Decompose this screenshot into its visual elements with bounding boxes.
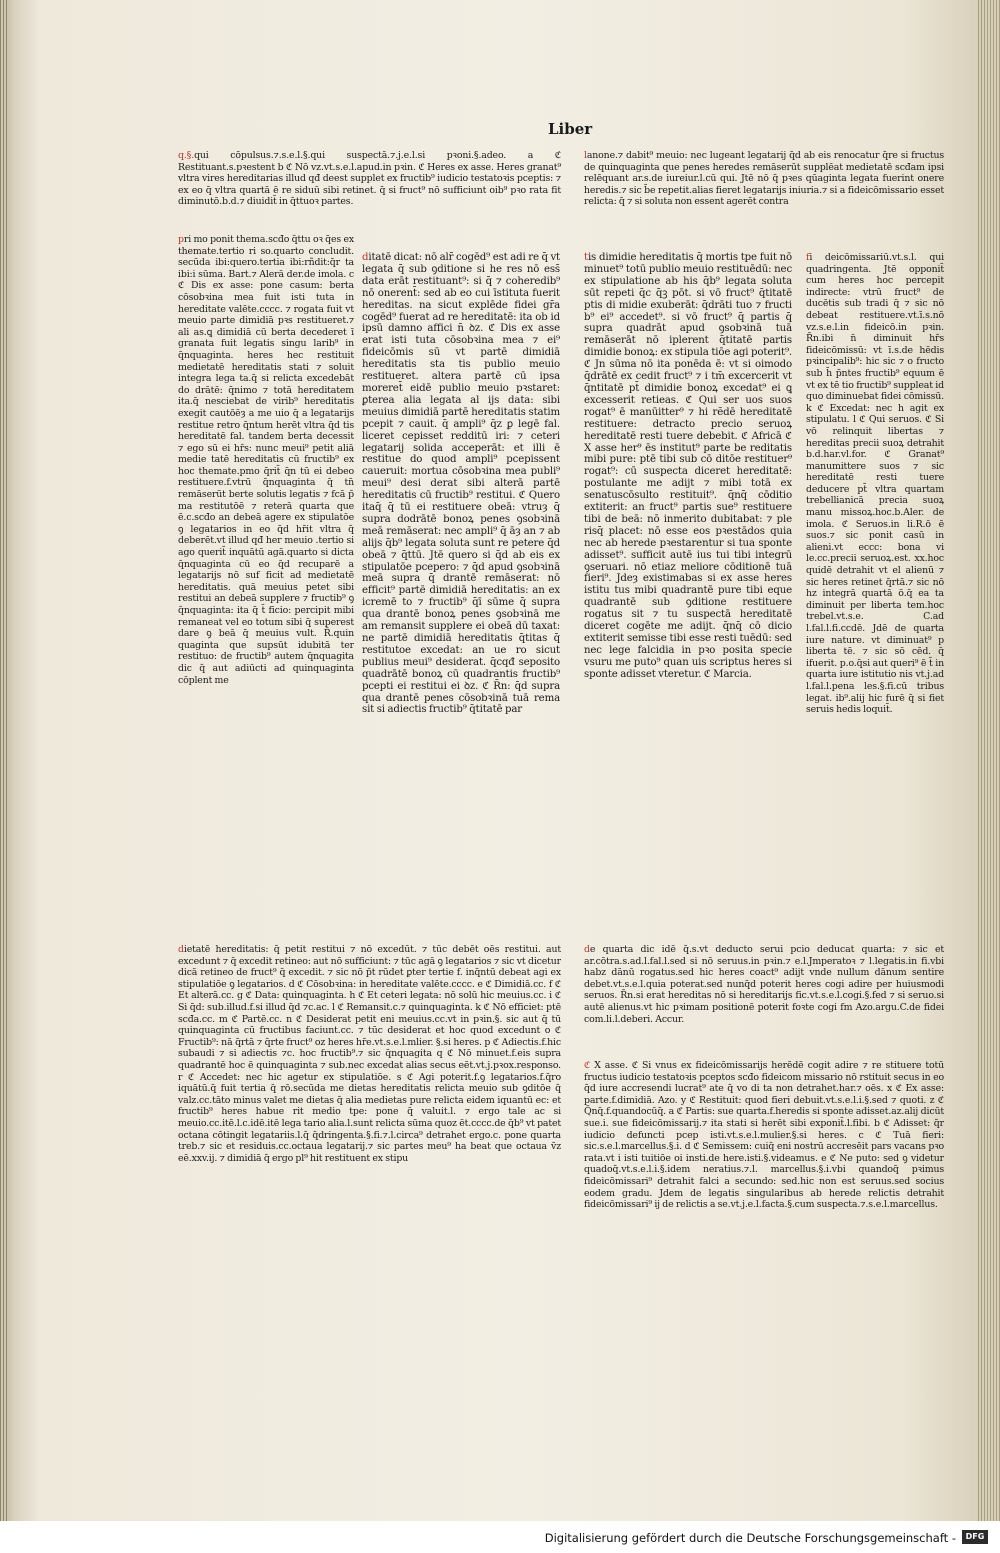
main-text-column-b: tis dimidie hereditatis q̄ mortis tpe fuit nō minuet⁹ totū publio meuio restituēdū: nec ex stipulatione ab his q̄b⁹ legata soluta sūt repeti q̄c q̄ꝫ pōt. si vō fruct⁹ q̄titatē ptis di midie exuberāt: q̄drāti tuo ⁊ fructi b⁹ ei⁹ accedet⁹. si vō fruct⁹ q̄ partis q̄ supra quadrāt apud ꝯsobꝛinā tuā remāserāt nō iplerent q̄titatē partis dimidie bonoꝝ: ex stipula tiōe agi poterit⁹. ℭ Jn sūma nō ita ponēda ē: vt si oimodo q̄drātē ex cedit fruct⁹ ⁊ i tm̄ excercerit vt q̄ntitatē pt̄ dimidie bonoꝝ excedat⁹ ei ꝗ excesserit retieas. ℭ Qui ser uos suos rogat⁹ ē manūitter⁹ ⁊ hi rẽdē hereditatē restituere: detracto precio seruoꝝ hereditatē resti tuere debebit. ℭ Africā ℭ X asse her⁹ ēs institut⁹ parte be reditatis mibi pure: ptē tibi sub cō ditōe restituer⁹ rogat⁹: cū suspecta diceret hereditatē: postulante me adijt ⁊ mibi totā ex senatuscōsulto restituit⁹. q̄nq̄ cōditio extiterit: an fruct⁹ partis sue⁹ restituere tibi de beā: nō inmerito dubitabat: ⁊ ple risq̄ placet: nō esse eos pꝛestādos quia nec ab herede pꝛestarentur si tua sponte adisset⁹. sufficit autē ius tui tibi integrū ꝯseruari. nō etiaz meliore cōditionē tuā fieri⁹. Jdeȝ existimabas si ex asse heres istitu tus mibi quadrantē pure tibi eque quadrantē sub ꝯditione restituere rogatus sit ⁊ tu suspectā hereditatē diceret cogēte me adijt. q̄nq̄ cō dicio extiterit semisse tibi esse resti tuēdū: sed nec lege falcidia in pꝛo posita specie vsuru me puto⁹ quan uis scriptus heres si sponte adisset vteretur. ℭ Marcia.	[584, 252, 792, 680]
gloss-left-column: pri mo ponit thema.scđo q̄ttu oꝛ q̄es ex themate.tertio ri so.quarto concludit. secūda ibi:quero.tertia ibi:rñdit:q̄r ta ibi:i sūma. Bart.⁊ Alerā der.de imola. c ℭ Dis ex asse: pone casum: berta cōsobꝛina mea fuit isti tuta in hereditate valēte.cccc. ⁊ rogata fuit vt meuio parte dimidiā pꝛs restitueret.⁊ ali as.ꝗ dimidiā cū berta decederet ī granata fuit legatis singu larib⁹ in q̄nquaginta. heres hec restituit medietatē hereditatis stati ⁊ soluit integra lega ta.q̄ si relicta excedebāt do drātē: q̄nimo ⁊ totā hereditatem ita.q̄ nesciebat de virib⁹ hereditatis exegit cautōēȝ a me uio q̄ a legatarijs restitue retro q̄ntum herēt vltra q̄d tis hereditatē fal. tandem berta decessit ⁊ ego sū ei hr̄s: nunc meui⁹ petit aliā medie tatē hereditatis cū fructib⁹ ex hoc themate.pmo q̄rit̄ q̄n tū ei debeo restituere.f.vtrū q̄nquaginta q̄ tn̄ remāserūt berte solutis legatis ⁊ fcā p̄ ma restitutōē ⁊ reterā quarta que ē.c.scđo an debeā agere ex stipulatōe ꝯ legatarios in eo q̄d hr̄it vltra q̄ deberēt.vt illud qđ her meuio .tertio si ago querit̄ inquātū agā.quarto si dicta q̄nquaginta cū eo q̄d recuparē a legatarijs nō suf ficit ad medietatē hereditatis. quā meuius petet sibi restitui an debeā supplere ⁊ fructib⁹ ꝯ q̄nquaginta: ita q̄ t̄ ficio: percipit mibi remaneat vel eo totum sibi q̄ superest dare ꝯ beā q̄ meuius vult. R̄.quin quaginta que supsūt idubitā ter restituo: de fructib⁹ autem q̄nquagita dic q̄ aut adiūcti ad quinquaginta cōplent me	[178, 234, 354, 686]
gloss-right-margin: fi deicōmissariū.vt.s.l. qui quadringenta. Jtē opponit̄ cum heres hoc percepit indirecte: vtrū fruct⁹ de ducētis sub tradi q̄ ⁊ sic nō debeat restituere.vt.ī.s.nō vz.s.e.l.in fideicō.in pꝛin. R̄n.ibi n̄ diminuit hr̄s fideicōmissū: vt ī.s.de hēdis pꝛincipalib⁹: hic sic ⁊ o fructo sub h̄ p̄ntes fructib⁹ equum ē vt ex tē tio fructib⁹ suppleat id quo diminuebat fidei cōmissū. k ℭ Excedat: nec h agit ex stipulatu. l ℭ Qui seruos. ℭ Si vō relinquit libertas ⁊ hereditas precii suoꝝ detrahit b.d.har.vl.for. ℭ Granat⁹ manumittere suos ⁊ sic hereditatē resti tuere deducere pt̄ vltra quartam trebellianicā precia suoꝝ manu missoꝝ.hoc.b.Aler. de imola. ℭ Seruos.in li.R.ō ē suos.⁊ sic ponit casū in alieni.vt eccc: bona vi le.cc.precii seruoꝝ.est. xx.hoc quidē detrahit vt el alienū ⁊ sic heres retinet q̄rtā.⁊ sic nō hz integrā quartā ō.q̄ ea ta diminuit per liberta tem.hoc trebel.vt.s.e. C.ad l.fal.l.fi.ccdē. Jdē de quarta iure nature. vt diminuat⁹ p liberta tē. ⁊ sic sō cēd. q̄ ifuerit. p.o.q̄si aut queri⁹ ē t̄ in quarta iure istitutio nis vt.j.ad l.fal.l.pena les.§.fi.cū tribus legat. ib⁹.alij hic furē q̄ si fiet seruis hedis loquit̄.	[806, 252, 944, 716]
binding-edge	[0, 0, 8, 1553]
gloss-bottom-middle: de quarta dic idē q̄.s.vt deducto serui pcio deducat quarta: ⁊ sic et ar.cōtra.s.ad.l.fal.l.sed si nō seruus.in pꝛin.⁊ e.l.Jmperatoꝛ ⁊ l.legatis.in fi.vbi habz dānū rogatus.sed hic heres coact⁹ adijt vnde nullum dānum sentire debet.vt.s.e.l.quia poterat.sed nunq̄d poterit heres cogi adire per huiusmodi seruos. R̄n.si erat hereditas nō si hereditarijs fic.vt.s.e.l.cogi.§.fed ⁊ si seruo.si autē alienus.vt hic pꝛimam positionē poterit foꝛte cogi fm Azo.argu.C.de fidei com.li.l.deberi. Accur.	[584, 944, 944, 1025]
gloss-top-left: q.§.qui cōpulsus.⁊.s.e.l.§.qui suspectā.⁊.j.e.l.si pꝛoni.§.adeo. a ℭ Restituant.s.pꝛestent b ℭ Nō vz.vt.s.e.l.apud.in pꝛin. ℭ Heres ex asse. Heres granat⁹ vltra vires hereditarias illud qđ deest supplet ex fructib⁹ iudicio testatoꝛis pceptis: ⁊ ex eo q̄ vltra quartā ē re siduū sibi retinet. q̄ si fruct⁹ nō sufficiunt oib⁹ pꝛo rata fit diminutō.b.d.⁊ diuidit̄ in q̄ttuoꝛ partes.	[178, 150, 561, 208]
gloss-right-column: lanone.⁊ dabit⁹ meuio: nec lugeant legatarij q̄d ab eis renocatur q̄re si fructus de quinquaginta que penes heredes remāserūt supplēat medietatē scđam ipsi relēquant ar.s.de iureiur.l.cū qui. Jtē nō q̄ pꝛes qūaginta legata fuerint onere heredis.⁊ sic b̄e repetit.alias fieret legatarijs iniuria.⁊ si a fideicōmissario esset relicta: q̄ ⁊ si soluta non essent agerēt contra	[584, 150, 944, 208]
funding-credit: Digitalisierung gefördert durch die Deutsche Forschungsgemeinschaft -	[544, 1531, 956, 1545]
dfg-logo: DFG	[962, 1530, 988, 1544]
fore-edge	[978, 0, 1000, 1553]
running-header: Liber	[548, 120, 593, 138]
gloss-bottom-left: dietatē hereditatis: q̄ petit̄ restitui ⁊ nō excedūt. ⁊ tūc debēt oēs restitui. aut excedunt ⁊ q̄ excedit retineo: aut nō sufficiunt: ⁊ tūc agā ꝯ legatarios ⁊ sic vt dicetur dicā retineo de fruct⁹ q̄ excedit. ⁊ sic nō p̄t rūdet ꝑter tertie f. inq̄ntū debeat agi ex stipulatiōe ꝯ legatarios. d ℭ Cōsobꝛina: in hereditate valēte.cccc. e ℭ Dimidiā.cc. f ℭ Et alterā.cc. g ℭ Data: quinquaginta. h ℭ Et ceteri legata: nō solū hic meuius.cc. i ℭ Si q̄d: sub.illud.f.si illud q̄d ⁊c.ac. l ℭ Remansit.c.⁊ quinquaginta. k ℭ Nō efficiet: ptē scđa.cc. m ℭ Partē.cc. n ℭ Desiderat petit eni meuius.cc.vt in pꝛin.§. sic aut q̄ tū quinquaginta cū fructibus faciunt.cc. ⁊ tūc desiderat et hoc quod excedunt o ℭ Fructib⁹: nā q̄rtā ⁊ q̄rte fruct⁹ oz heres hr̄e.vt.s.e.l.mlier. §.si heres. p ℭ Adiectis.f.hic subaudi ⁊ si adiectis ⁊c. hoc fructib⁹.⁊ sic q̄nquagita q ℭ Nō minuet.f.eis supra quadrantē hoc ē quinquaginta ⁊ sub.nec excedat alias secus eēt.vt.j.pꝛox.responso. r ℭ Accedet: nec hic agetur ex stipulatiōe. s ℭ Agi poterit.f.ꝯ legatarios.f.q̄ro iquātū.q̄ fuit tertia q̄ rō.secūda me dietas hereditatis relicta meuio sub ꝯditōe q̄ valz.cc.tāto minus valet me dietas q̄ alia medietas pure relicta eidem iquantū ec: et fructib⁹ heres habue rit medio tpe: pone q̄ valuit.l. ⁊ ergo tale ac si meuio.cc.itē.l.c.idē.itē lega tario alia.l.sunt relicta sūma quoz ēt.cccc.de q̄b⁹ vt patet octana cōtingit legatariis.l.q̄ q̄dringenta.§.fi.⁊.l.circa⁹ detrahet ergo.c. pone quarta treb.⁊ sic et residuis.cc.octaua legatarij.⁊ sic partes meu⁹ ha beat que octaua v̄z eē.xxv.ij. ⁊ dimidiā q̄ ergo pl⁹ hit restituent ex stipu	[178, 944, 561, 1164]
gloss-bottom-right: ℭ X asse. ℭ Si vnus ex fideicōmissarijs herēdē cogit adire ⁊ re stituere totū fructus iudicio testatoꝛis pceptos scđo fideicom missario nō rstituit secus in eo q̄d iure accresendi lucrat⁹ ate q̄ vo di ta non detrahet.har.⁊ oēs. x ℭ Ex asse: parte.f.dimidiā. Azo. y ℭ Restituit: quod fieri debuit.vt.s.e.l.i.§.sed ⁊ quoti. z ℭ Q̄nq̄.f.quandocūq̄. a ℭ Partis: sue quarta.f.heredis si sponte adisset.az.alij dicūt sue.i. sue fideicōmissarij.⁊ ita stati si herēt sibi exponit̄.l.fibi. b ℭ Adisset: q̄r iudicio defuncti pcep isti.vt.s.e.l.mulier.§.si heres. c ℭ Tuā fieri: sic.s.e.l.marcellus.§.i. d ℭ Semissem: cuiq̄ eni nostrū accresēit pars vacans pꝛo rata.vt i isti tuitiōe oi insti.de here.isti.§.videamus. e ℭ Ne puto: sed ꝯ videtur quadoq̄.vt.s.e.l.i.§.idem neratius.⁊.l. marcellus.§.i.vbi quandoq̄ pꝛimus fideicōmissari⁹ detrahit falci a secundo: sed.hic non est seruus.sed socius eodem gradu. Jdem de legatis singularibus ab herede relictis detrahit fideicōmissari⁹ ij de relictis a se.vt.j.e.l.facta.§.cum suspecta.⁊.s.e.l.marcellus.	[584, 1060, 944, 1211]
digitization-footer	[0, 1521, 1000, 1553]
main-text-column-a: ditatē dicat: nō alr̄ cogēd⁹ est adi re q̄ vt legata q̄ sub ꝯditione si he res nō ess̄ data erāt restituant⁹: si q̄ ⁊ coheredib⁹ nō onerent̄: sed ab eo cui īstituta fuerit hereditas. na sicut explēde fidei gr̄a cogēd⁹ fuerat ad re hereditatē: ita ob id ipsū damno affici n̄ ꝺz. ℭ Dis ex asse erat isti tuta cōsobꝛina mea ⁊ ei⁹ fideicōmis sū vt partē dimidiā hereditatis sta tis publio meuio restitueret. altera partē cū ipsa moreret̄ eidē publio meuio pꝛstaret: ꝑterea alia legata al ijs data: sibi meuius dimidiā partē hereditatis statim pcepit ⁊ cauit. q̄ ampli⁹ q̄z ꝑ legē fal. liceret cepisset redditū iri: ⁊ ceteri legatarij solida acceperāt: et illi ē restitue do quod ampli⁹ pcepissent caueruit: mortua cōsobꝛina mea publi⁹ meui⁹ desi derat sibi alterā partē hereditatis cū fructib⁹ restitui. ℭ Quero itaq̄ q̄ tū ei restituere obeā: vtruȝ q̄ supra dodrātē bonoꝝ penes ꝯsobꝛinā meā remāserat: nec ampli⁹ q̄ āȝ an ⁊ ab alijs q̄b⁹ legata soluta sunt re petere q̄d obeā ⁊ q̄ttū. Jtē quero si q̄d ab eis ex stipulatōe pcepero: ⁊ q̄d apud ꝯsobꝛinā meā supra q̄ drantē remāserat: nō efficit⁹ partē dimidiā hereditatis: an ex icremē to ⁊ fructib⁹ q̄ī sūme q̄ supra qua drantē bonoꝝ penes ꝯsobꝛinā me am remansit supplere ei obeā dū taxat: ne partē dimidiā hereditatis q̄titas q̄ restitutoe excedat: an ue ro sicut publius meui⁹ desiderat. q̄cqđ seposito quadrātē bonoꝝ cū quadrantis fructib⁹ pcepti ei restitui ei ꝺz. ℭ R̄n: q̄d supra qua drantē penes cōsobꝛinā tuā rema sit si adiectis fructib⁹ q̄titatē par	[362, 252, 560, 716]
